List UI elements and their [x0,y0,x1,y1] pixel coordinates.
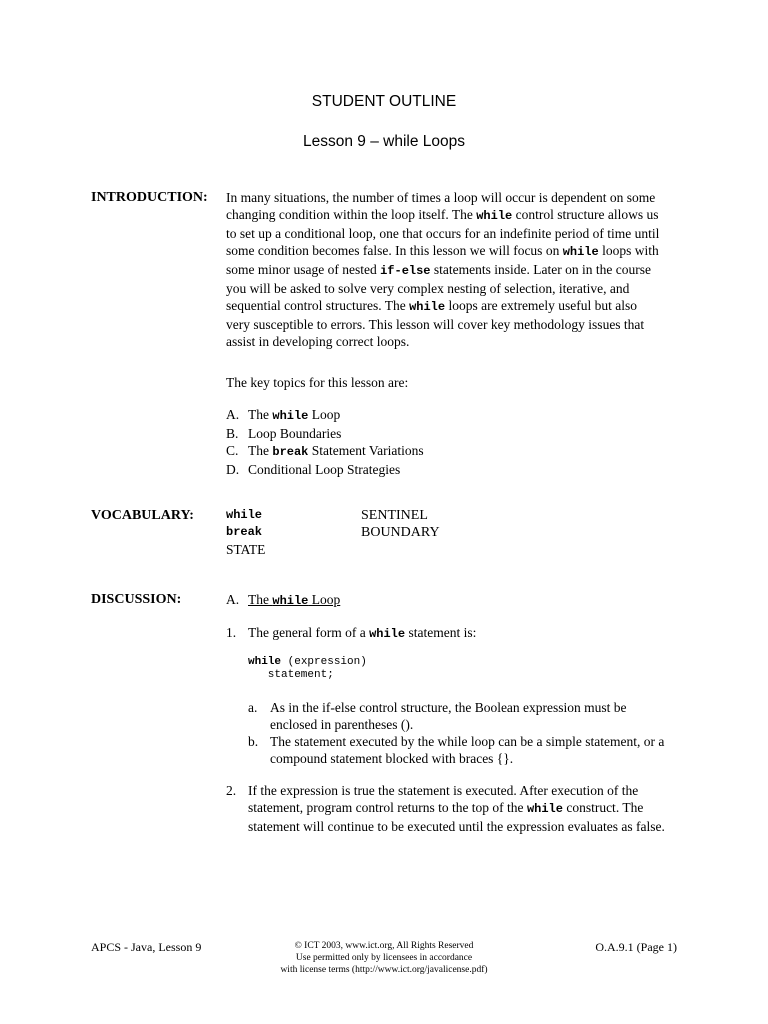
code-line-2: statement; [248,669,334,681]
vocabulary-term: SENTINEL [361,508,428,523]
introduction-line-text: very susceptible to errors. This lesson will cover key methodology issues that [226,317,645,332]
sub-a-line-1: As in the if-else control structure, the Boolean expression must be [270,700,627,715]
item-2 [226,782,691,835]
page-title: STUDENT OUTLINE [311,93,457,110]
item-2-line [248,799,691,818]
topic-item [226,461,691,478]
introduction-line [226,206,691,225]
topic-text: Statement Variations [308,443,424,458]
topic-item [226,425,691,442]
introduction-line [226,297,691,316]
introduction-line [226,280,691,297]
introduction-line [226,333,691,350]
topic-text: The [248,443,273,458]
code-block [248,656,367,682]
item-2-line [248,818,691,835]
topic-text: The [248,407,273,422]
introduction-paragraph [226,189,691,350]
introduction-line-code: if-else [380,264,431,278]
sub-a-marker: a. [248,700,258,715]
item-1-text: statement is: [405,625,477,640]
introduction-heading: INTRODUCTION: [91,190,208,205]
vocabulary-term: STATE [226,542,266,557]
introduction-line-text: sequential control structures. The [226,298,410,313]
footer-copyright-line-1: © ICT 2003, www.ict.org, All Rights Reserved [294,941,474,951]
introduction-line-text: to set up a conditional loop, one that occurs for an indefinite period of time until [226,226,660,241]
sub-b-line-2: compound statement blocked with braces {}. [270,751,514,766]
key-topics-intro: The key topics for this lesson are: [226,375,409,390]
topic-text: Loop Boundaries [248,426,342,441]
item-1-code: while [369,627,406,641]
footer-copyright-line-3: with license terms (http://www.ict.org/javalicense.pdf) [280,965,488,975]
section-a-title [226,591,691,610]
introduction-line-text: In many situations, the number of times a loop will occur is dependent on some [226,190,656,205]
introduction-line [226,242,691,261]
vocabulary-term: break [226,525,263,539]
item-1-marker: 1. [226,625,237,640]
item-2-marker: 2. [226,783,237,798]
introduction-line-code: while [409,300,446,314]
introduction-line [226,189,691,206]
item-2-line-text: If the expression is true the statement is executed. After execution of the [248,783,639,798]
topic-item [226,406,691,425]
introduction-line-text: some condition becomes false. In this lesson we will focus on [226,243,563,258]
topic-text: Conditional Loop Strategies [248,462,401,477]
item-1 [226,624,691,643]
topic-code: while [272,409,309,423]
introduction-line [226,261,691,280]
sub-a-line-2: enclosed in parentheses (). [270,717,414,732]
sub-b-marker: b. [248,734,259,749]
section-a-title-text: The [248,592,273,607]
sub-item-a [248,699,698,733]
sub-list [248,699,698,767]
key-topics-list [226,406,691,478]
footer-page-number: O.A.9.1 (Page 1) [595,940,677,954]
discussion-heading: DISCUSSION: [91,592,182,607]
footer-copyright-line-2: Use permitted only by licensees in accordance [295,953,473,963]
section-a-title-text: Loop [308,592,341,607]
section-a-marker: A. [226,592,240,607]
topic-code: break [272,445,309,459]
topic-marker: B. [226,426,239,441]
item-1-text: The general form of a [248,625,370,640]
sub-b-line-1: The statement executed by the while loop can be a simple statement, or a [270,734,665,749]
introduction-line-text: loops with [598,243,659,258]
introduction-line-text: assist in developing correct loops. [226,334,410,349]
vocabulary-heading: VOCABULARY: [91,508,194,523]
item-2-line [248,782,691,799]
section-a-title-code: while [272,594,309,608]
vocabulary-term: while [226,508,263,522]
topic-marker: A. [226,407,240,422]
topic-text: Loop [308,407,341,422]
introduction-line-text: loops are extremely useful but also [445,298,638,313]
item-2-line-text: construct. The [562,800,644,815]
footer-left: APCS - Java, Lesson 9 [91,940,202,954]
introduction-line-text: changing condition within the loop itself. The [226,207,477,222]
lesson-title: Lesson 9 – while Loops [302,133,465,150]
code-line-1-rest: (expression) [281,656,367,668]
item-2-line-code: while [526,802,563,816]
vocabulary-term: BOUNDARY [361,525,440,540]
sub-item-b [248,733,698,767]
introduction-line-text: some minor usage of nested [226,262,381,277]
introduction-line-code: while [562,245,599,259]
item-2-line-text: statement, program control returns to the top of the [248,800,527,815]
code-keyword: while [248,656,282,668]
introduction-line [226,316,691,333]
introduction-line-code: while [476,209,513,223]
introduction-line-text: you will be asked to solve very complex nesting of selection, iterative, and [226,281,630,296]
introduction-line-text: control structure allows us [512,207,659,222]
introduction-line [226,225,691,242]
introduction-line-text: statements inside. Later on in the course [430,262,651,277]
topic-marker: D. [226,462,240,477]
topic-item [226,442,691,461]
topic-marker: C. [226,443,239,458]
item-2-line-text: statement will continue to be executed until the expression evaluates as false. [248,819,665,834]
